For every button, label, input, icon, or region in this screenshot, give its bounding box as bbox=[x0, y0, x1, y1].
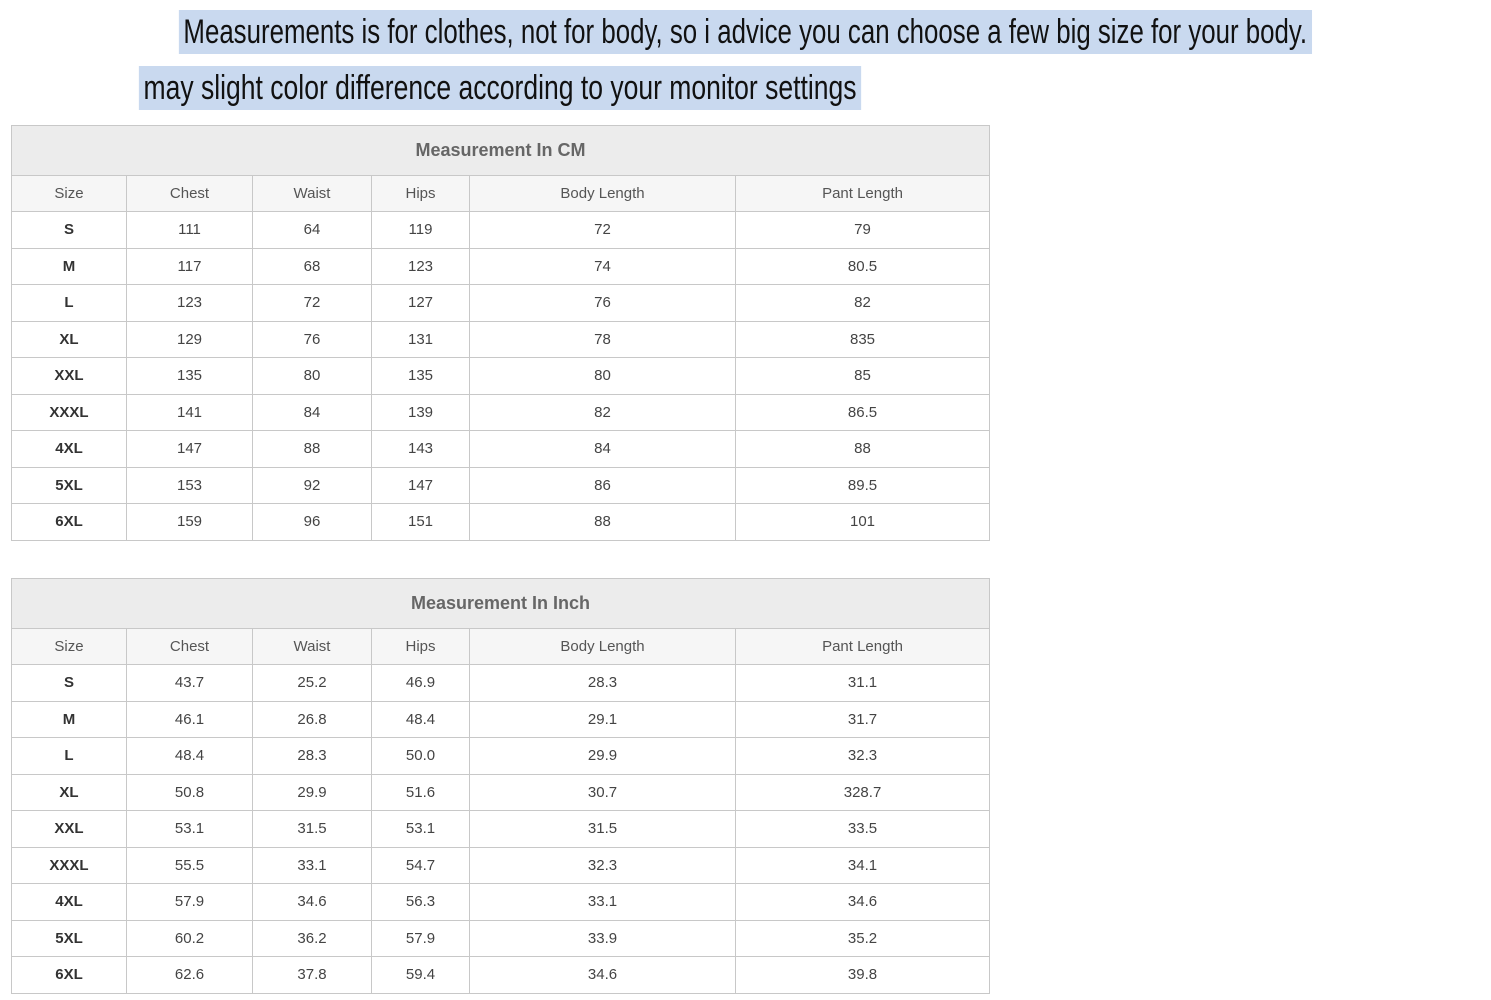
measurement-cell: 53.1 bbox=[372, 811, 470, 848]
measurement-cell: 62.6 bbox=[127, 957, 253, 994]
measurement-cell: 129 bbox=[127, 321, 253, 358]
measurement-cell: 48.4 bbox=[127, 738, 253, 775]
measurement-cell: 50.8 bbox=[127, 774, 253, 811]
measurement-cell: 153 bbox=[127, 467, 253, 504]
notice-banner-line-2 bbox=[0, 66, 1000, 110]
table-row bbox=[12, 774, 990, 811]
measurement-cell: 59.4 bbox=[372, 957, 470, 994]
size-cell: XXXL bbox=[12, 847, 127, 884]
table-row bbox=[12, 847, 990, 884]
measurement-cell: 46.1 bbox=[127, 701, 253, 738]
measurement-cell: 37.8 bbox=[253, 957, 372, 994]
measurement-cell: 53.1 bbox=[127, 811, 253, 848]
table-title: Measurement In CM bbox=[12, 126, 990, 176]
table-row bbox=[12, 467, 990, 504]
measurement-cell: 29.9 bbox=[253, 774, 372, 811]
column-header: Pant Length bbox=[736, 176, 990, 212]
size-cell: XL bbox=[12, 321, 127, 358]
measurement-cell: 33.9 bbox=[470, 920, 736, 957]
measurement-cell: 56.3 bbox=[372, 884, 470, 921]
table-row bbox=[12, 321, 990, 358]
measurement-cell: 31.7 bbox=[736, 701, 990, 738]
measurement-cell: 35.2 bbox=[736, 920, 990, 957]
measurement-cell: 32.3 bbox=[736, 738, 990, 775]
column-header: Waist bbox=[253, 629, 372, 665]
size-cell: XXL bbox=[12, 811, 127, 848]
measurement-cell: 88 bbox=[253, 431, 372, 468]
measurement-cell: 76 bbox=[470, 285, 736, 322]
measurement-cell: 86 bbox=[470, 467, 736, 504]
measurement-cell: 33.5 bbox=[736, 811, 990, 848]
table-header-row bbox=[12, 629, 990, 665]
column-header: Size bbox=[12, 629, 127, 665]
column-header: Hips bbox=[372, 176, 470, 212]
measurement-cell: 135 bbox=[372, 358, 470, 395]
table-header-row bbox=[12, 176, 990, 212]
column-header: Waist bbox=[253, 176, 372, 212]
size-cell: XL bbox=[12, 774, 127, 811]
column-header: Hips bbox=[372, 629, 470, 665]
table-row bbox=[12, 248, 990, 285]
measurement-cell: 127 bbox=[372, 285, 470, 322]
size-cell: 5XL bbox=[12, 920, 127, 957]
measurement-cell: 141 bbox=[127, 394, 253, 431]
column-header: Pant Length bbox=[736, 629, 990, 665]
measurement-cell: 151 bbox=[372, 504, 470, 541]
measurement-cell: 78 bbox=[470, 321, 736, 358]
column-header: Chest bbox=[127, 176, 253, 212]
measurement-cell: 54.7 bbox=[372, 847, 470, 884]
measurement-cell: 84 bbox=[253, 394, 372, 431]
measurement-cell: 51.6 bbox=[372, 774, 470, 811]
measurement-cell: 64 bbox=[253, 212, 372, 249]
size-cell: 4XL bbox=[12, 884, 127, 921]
measurement-cell: 147 bbox=[127, 431, 253, 468]
measurement-cell: 34.1 bbox=[736, 847, 990, 884]
size-cell: S bbox=[12, 665, 127, 702]
notice-text-1: Measurements is for clothes, not for body, so i advice you can choose a few big size for your body. bbox=[179, 10, 1312, 54]
measurement-cell: 68 bbox=[253, 248, 372, 285]
table-title: Measurement In Inch bbox=[12, 579, 990, 629]
measurement-cell: 835 bbox=[736, 321, 990, 358]
size-cell: XXL bbox=[12, 358, 127, 395]
measurement-cell: 43.7 bbox=[127, 665, 253, 702]
size-cell: 6XL bbox=[12, 957, 127, 994]
measurement-cell: 46.9 bbox=[372, 665, 470, 702]
measurement-cell: 57.9 bbox=[127, 884, 253, 921]
measurement-cell: 135 bbox=[127, 358, 253, 395]
measurement-cell: 39.8 bbox=[736, 957, 990, 994]
measurement-cell: 328.7 bbox=[736, 774, 990, 811]
measurement-cell: 55.5 bbox=[127, 847, 253, 884]
measurement-cell: 28.3 bbox=[253, 738, 372, 775]
size-cell: 4XL bbox=[12, 431, 127, 468]
measurement-cell: 57.9 bbox=[372, 920, 470, 957]
measurement-cell: 31.5 bbox=[253, 811, 372, 848]
measurement-cell: 101 bbox=[736, 504, 990, 541]
column-header: Size bbox=[12, 176, 127, 212]
table-row bbox=[12, 957, 990, 994]
table-row bbox=[12, 701, 990, 738]
measurement-cell: 74 bbox=[470, 248, 736, 285]
measurement-cell: 72 bbox=[470, 212, 736, 249]
table-row bbox=[12, 665, 990, 702]
measurement-cell: 76 bbox=[253, 321, 372, 358]
measurement-cell: 159 bbox=[127, 504, 253, 541]
measurement-cell: 34.6 bbox=[253, 884, 372, 921]
measurement-cell: 88 bbox=[470, 504, 736, 541]
measurement-cell: 86.5 bbox=[736, 394, 990, 431]
measurement-cell: 25.2 bbox=[253, 665, 372, 702]
measurement-cell: 26.8 bbox=[253, 701, 372, 738]
column-header: Body Length bbox=[470, 629, 736, 665]
measurement-cell: 80 bbox=[253, 358, 372, 395]
size-cell: L bbox=[12, 738, 127, 775]
table-title-row bbox=[12, 126, 990, 176]
size-cell: 6XL bbox=[12, 504, 127, 541]
size-table-cm bbox=[11, 125, 990, 541]
measurement-cell: 32.3 bbox=[470, 847, 736, 884]
measurement-cell: 143 bbox=[372, 431, 470, 468]
measurement-cell: 111 bbox=[127, 212, 253, 249]
notice-banner-line-1 bbox=[0, 10, 1308, 54]
table-row bbox=[12, 212, 990, 249]
size-cell: L bbox=[12, 285, 127, 322]
size-cell: XXXL bbox=[12, 394, 127, 431]
measurement-cell: 79 bbox=[736, 212, 990, 249]
measurement-cell: 60.2 bbox=[127, 920, 253, 957]
measurement-cell: 84 bbox=[470, 431, 736, 468]
size-cell: M bbox=[12, 248, 127, 285]
table-row bbox=[12, 431, 990, 468]
table-row bbox=[12, 920, 990, 957]
measurement-cell: 31.5 bbox=[470, 811, 736, 848]
measurement-cell: 117 bbox=[127, 248, 253, 285]
measurement-cell: 34.6 bbox=[736, 884, 990, 921]
measurement-cell: 72 bbox=[253, 285, 372, 322]
measurement-cell: 85 bbox=[736, 358, 990, 395]
measurement-cell: 80 bbox=[470, 358, 736, 395]
size-cell: M bbox=[12, 701, 127, 738]
table-row bbox=[12, 884, 990, 921]
table-title-row bbox=[12, 579, 990, 629]
measurement-cell: 147 bbox=[372, 467, 470, 504]
measurement-cell: 123 bbox=[372, 248, 470, 285]
measurement-cell: 89.5 bbox=[736, 467, 990, 504]
measurement-cell: 34.6 bbox=[470, 957, 736, 994]
table-row bbox=[12, 358, 990, 395]
measurement-cell: 31.1 bbox=[736, 665, 990, 702]
measurement-cell: 33.1 bbox=[470, 884, 736, 921]
measurement-cell: 123 bbox=[127, 285, 253, 322]
measurement-cell: 80.5 bbox=[736, 248, 990, 285]
column-header: Body Length bbox=[470, 176, 736, 212]
measurement-cell: 82 bbox=[736, 285, 990, 322]
table-row bbox=[12, 394, 990, 431]
measurement-cell: 29.1 bbox=[470, 701, 736, 738]
measurement-cell: 50.0 bbox=[372, 738, 470, 775]
measurement-cell: 92 bbox=[253, 467, 372, 504]
measurement-cell: 82 bbox=[470, 394, 736, 431]
table-row bbox=[12, 811, 990, 848]
measurement-cell: 30.7 bbox=[470, 774, 736, 811]
measurement-cell: 88 bbox=[736, 431, 990, 468]
measurement-cell: 28.3 bbox=[470, 665, 736, 702]
table-row bbox=[12, 285, 990, 322]
measurement-cell: 139 bbox=[372, 394, 470, 431]
measurement-cell: 48.4 bbox=[372, 701, 470, 738]
size-cell: S bbox=[12, 212, 127, 249]
measurement-cell: 96 bbox=[253, 504, 372, 541]
table-row bbox=[12, 738, 990, 775]
size-table-inch bbox=[11, 578, 990, 994]
notice-text-2: may slight color difference according to your monitor settings bbox=[139, 66, 861, 110]
measurement-cell: 119 bbox=[372, 212, 470, 249]
column-header: Chest bbox=[127, 629, 253, 665]
measurement-cell: 33.1 bbox=[253, 847, 372, 884]
size-cell: 5XL bbox=[12, 467, 127, 504]
measurement-cell: 131 bbox=[372, 321, 470, 358]
table-row bbox=[12, 504, 990, 541]
measurement-cell: 29.9 bbox=[470, 738, 736, 775]
measurement-cell: 36.2 bbox=[253, 920, 372, 957]
